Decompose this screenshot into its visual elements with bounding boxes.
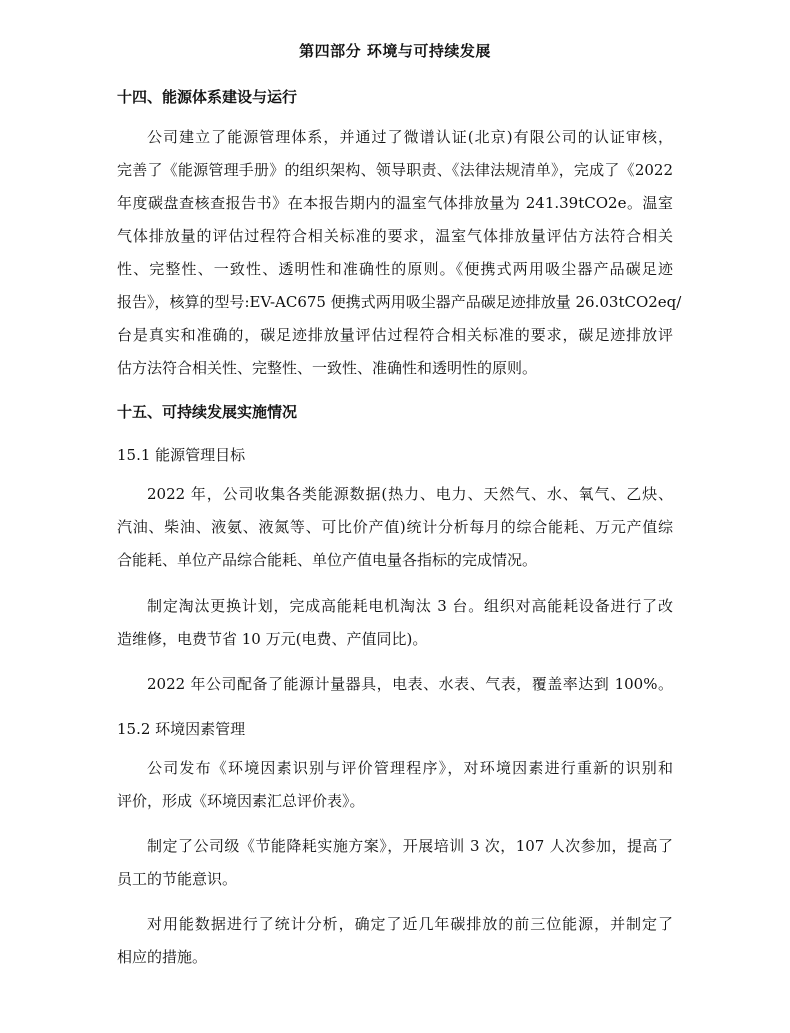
paragraph-line: 报告》，核算的型号:EV-AC675 便携式两用吸尘器产品碳足迹排放量 26.03tCO2eq/ [117,293,682,311]
paragraph-line: 汽油、柴油、液氨、液氮等、可比价产值)统计分析每月的综合能耗、万元产值综 [117,518,673,536]
paragraph-line: 公司发布《环境因素识别与评价管理程序》，对环境因素进行重新的识别和 [147,759,673,777]
paragraph-line: 2022 年公司配备了能源计量器具，电表、水表、气表，覆盖率达到 100%。 [147,675,673,693]
paragraph-line: 相应的措施。 [117,948,208,966]
paragraph-line: 员工的节能意识。 [117,870,238,888]
subsection-15-2-heading: 15.2 环境因素管理 [117,720,246,738]
paragraph-line: 2022 年，公司收集各类能源数据(热力、电力、天然气、水、氧气、乙炔、 [147,485,673,503]
subsection-15-1-paragraph-3 [117,668,673,701]
paragraph-line: 评价，形成《环境因素汇总评价表》。 [117,792,365,810]
subsection-15-2-paragraph-2 [117,830,673,896]
paragraph-line: 气体排放量的评估过程符合相关标准的要求，温室气体排放量评估方法符合相关 [117,227,673,245]
paragraph-line: 造维修，电费节省 10 万元(电费、产值同比)。 [117,630,428,648]
subsection-15-1-paragraph-1 [117,478,673,577]
paragraph-line: 估方法符合相关性、完整性、一致性、准确性和透明性的原则。 [117,359,538,377]
subsection-15-1-heading: 15.1 能源管理目标 [117,446,246,464]
paragraph-line: 台是真实和准确的，碳足迹排放量评估过程符合相关标准的要求，碳足迹排放评 [117,326,673,344]
paragraph-line: 制定淘汰更换计划，完成高能耗电机淘汰 3 台。组织对高能耗设备进行了改 [147,597,673,615]
subsection-15-2-paragraph-1 [117,752,673,818]
paragraph-line: 对用能数据进行了统计分析，确定了近几年碳排放的前三位能源，并制定了 [147,915,673,933]
subsection-15-2-paragraph-3 [117,908,673,974]
subsection-15-1-paragraph-2 [117,590,673,656]
paragraph-line: 年度碳盘查核查报告书》在本报告期内的温室气体排放量为 241.39tCO2e。温室 [117,194,673,212]
part-title: 第四部分 环境与可持续发展 [299,42,491,60]
section-14-heading: 十四、能源体系建设与运行 [117,88,298,106]
paragraph-line: 性、完整性、一致性、透明性和准确性的原则。《便携式两用吸尘器产品碳足迹 [117,260,673,278]
section-14-paragraph [117,121,682,385]
paragraph-line: 制定了公司级《节能降耗实施方案》，开展培训 3 次，107 人次参加，提高了 [147,837,673,855]
paragraph-line: 完善了《能源管理手册》的组织架构、领导职责、《法律法规清单》，完成了《2022 [117,161,673,179]
section-15-heading: 十五、可持续发展实施情况 [117,403,298,421]
paragraph-line: 合能耗、单位产品综合能耗、单位产值电量各指标的完成情况。 [117,551,538,569]
paragraph-line: 公司建立了能源管理体系，并通过了微谱认证(北京)有限公司的认证审核， [147,128,673,146]
